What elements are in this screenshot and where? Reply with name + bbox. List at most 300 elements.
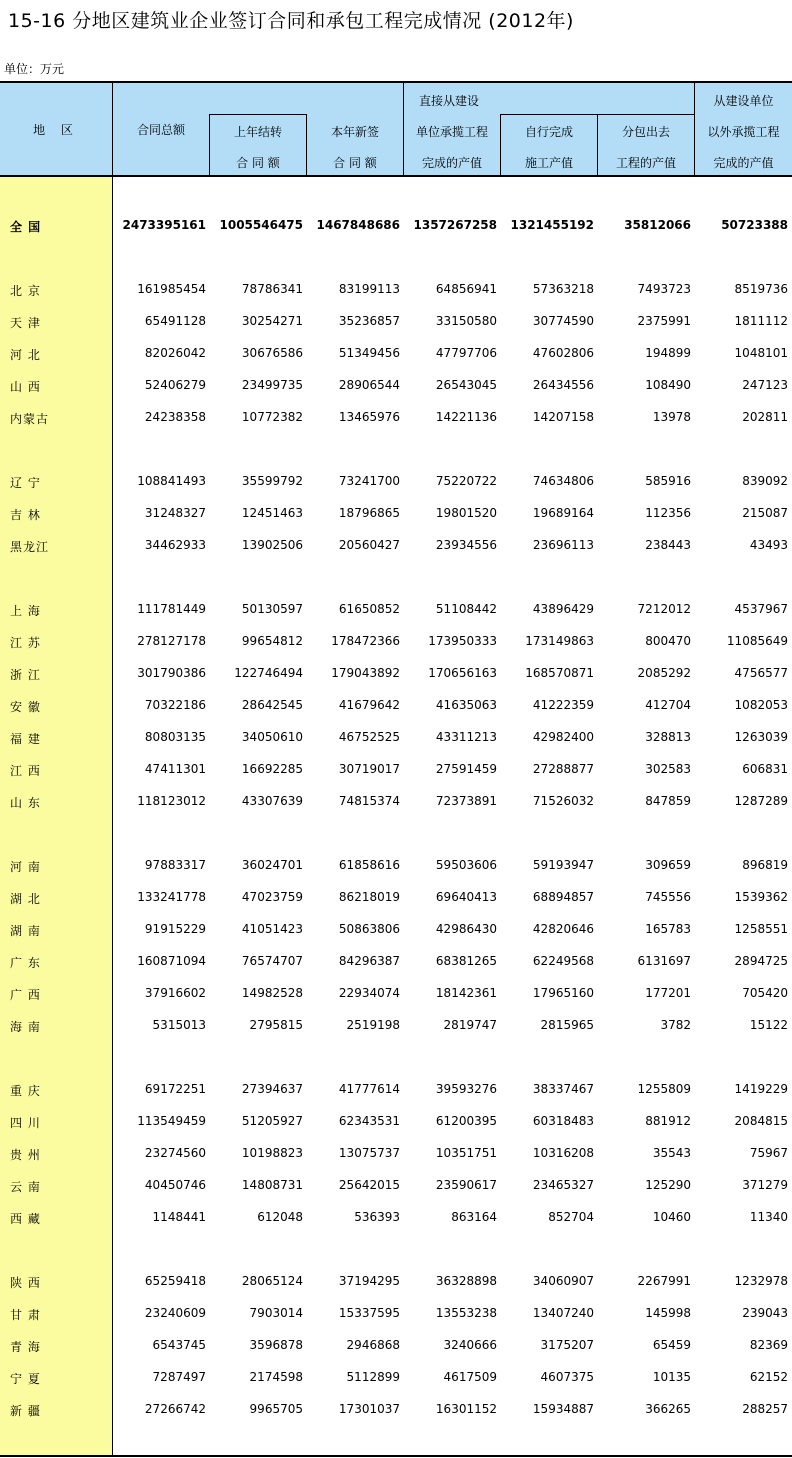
- table-row: [0, 758, 792, 782]
- table-cell: 46752525: [338, 730, 400, 744]
- table-cell: 34050610: [241, 730, 303, 744]
- table-cell: 2946868: [346, 1338, 400, 1352]
- region-name: 云 南: [10, 1180, 41, 1194]
- region-name: 山 西: [10, 380, 41, 394]
- table-cell: 10135: [652, 1370, 691, 1384]
- table-cell: 43307639: [241, 794, 303, 808]
- table-cell: 585916: [645, 474, 691, 488]
- table-cell: 65259418: [144, 1274, 206, 1288]
- table-cell: 23499735: [241, 378, 303, 392]
- region-name: 福 建: [10, 732, 41, 746]
- table-cell: 59193947: [532, 858, 594, 872]
- table-cell: 168570871: [525, 666, 594, 680]
- table-cell: 536393: [354, 1210, 400, 1224]
- table-cell: 65491128: [144, 314, 206, 328]
- table-cell: 3782: [660, 1018, 691, 1032]
- header-region: 地 区: [33, 123, 79, 137]
- table-cell: 50130597: [241, 602, 303, 616]
- region-name: 甘 肃: [10, 1308, 41, 1322]
- region-name: 西 藏: [10, 1212, 41, 1226]
- table-cell: 239043: [742, 1306, 788, 1320]
- table-cell: 64856941: [435, 282, 497, 296]
- table-cell: 371279: [742, 1178, 788, 1192]
- table-cell: 17965160: [532, 986, 594, 1000]
- table-cell: 23465327: [532, 1178, 594, 1192]
- table-cell: 11340: [749, 1210, 788, 1224]
- table-cell: 16692285: [241, 762, 303, 776]
- table-cell: 108841493: [137, 474, 206, 488]
- table-header: [0, 81, 792, 177]
- table-cell: 612048: [257, 1210, 303, 1224]
- table-cell: 27288877: [532, 762, 594, 776]
- table-cell: 1811112: [734, 314, 788, 328]
- table-cell: 26434556: [532, 378, 594, 392]
- table-cell: 51349456: [338, 346, 400, 360]
- table-cell: 1148441: [152, 1210, 206, 1224]
- header-prev-contract-l1: 上年结转: [233, 125, 282, 139]
- table-row: [0, 1078, 792, 1102]
- table-cell: 17301037: [338, 1402, 400, 1416]
- header-other-l2: 以外承揽工程: [707, 125, 780, 139]
- region-name: 上 海: [10, 604, 41, 618]
- table-cell: 60318483: [532, 1114, 594, 1128]
- page-title: 15-16 分地区建筑业企业签订合同和承包工程完成情况 (2012年): [8, 10, 574, 32]
- region-name: 广 西: [10, 988, 41, 1002]
- header-other-l1: 从建设单位: [713, 94, 774, 108]
- table-cell: 2519198: [346, 1018, 400, 1032]
- table-cell: 170656163: [428, 666, 497, 680]
- region-name: 四 川: [10, 1116, 41, 1130]
- table-cell: 301790386: [137, 666, 206, 680]
- table-cell: 1232978: [734, 1274, 788, 1288]
- table-cell: 4617509: [443, 1370, 497, 1384]
- table-row: [0, 1014, 792, 1038]
- table-row: [0, 1334, 792, 1358]
- header-self-l1: 自行完成: [524, 125, 573, 139]
- table-cell: 83199113: [338, 282, 400, 296]
- table-cell: 10198823: [241, 1146, 303, 1160]
- table-row: [0, 374, 792, 398]
- region-name: 陕 西: [10, 1276, 41, 1290]
- table-cell: 133241778: [137, 890, 206, 904]
- table-row: [0, 1302, 792, 1326]
- region-name: 贵 州: [10, 1148, 41, 1162]
- table-cell: 61650852: [338, 602, 400, 616]
- table-cell: 10351751: [435, 1146, 497, 1160]
- table-cell: 20560427: [338, 538, 400, 552]
- table-cell: 15934887: [532, 1402, 594, 1416]
- table-cell: 800470: [645, 634, 691, 648]
- table-cell: 47411301: [144, 762, 206, 776]
- table-cell: 18796865: [338, 506, 400, 520]
- table-cell: 6543745: [152, 1338, 206, 1352]
- table-cell: 37194295: [338, 1274, 400, 1288]
- table-cell: 62343531: [338, 1114, 400, 1128]
- table-row: [0, 950, 792, 974]
- table-cell: 309659: [645, 858, 691, 872]
- table-cell: 42982400: [532, 730, 594, 744]
- table-cell: 71526032: [532, 794, 594, 808]
- table-cell: 69640413: [435, 890, 497, 904]
- table-cell: 37916602: [144, 986, 206, 1000]
- table-cell: 35543: [652, 1146, 691, 1160]
- table-cell: 80803135: [144, 730, 206, 744]
- table-cell: 23240609: [144, 1306, 206, 1320]
- table-cell: 50863806: [338, 922, 400, 936]
- table-cell: 288257: [742, 1402, 788, 1416]
- table-cell: 23934556: [435, 538, 497, 552]
- region-name: 青 海: [10, 1340, 41, 1354]
- table-cell: 62249568: [532, 954, 594, 968]
- table-cell: 112356: [645, 506, 691, 520]
- header-contract-total: 合同总额: [136, 123, 185, 137]
- header-other-l3: 完成的产值: [713, 156, 774, 170]
- table-row: [0, 406, 792, 430]
- table-cell: 1048101: [734, 346, 788, 360]
- table-cell: 42986430: [435, 922, 497, 936]
- table-cell: 2819747: [443, 1018, 497, 1032]
- table-row: [0, 598, 792, 622]
- table-cell: 61858616: [338, 858, 400, 872]
- region-name: 内蒙古: [10, 412, 50, 426]
- table-cell: 36328898: [435, 1274, 497, 1288]
- table-cell: 75220722: [435, 474, 497, 488]
- region-name: 河 南: [10, 860, 41, 874]
- table-cell: 11085649: [726, 634, 788, 648]
- table-cell: 7212012: [637, 602, 691, 616]
- table-cell: 161985454: [137, 282, 206, 296]
- table-cell: 28906544: [338, 378, 400, 392]
- table-cell: 74634806: [532, 474, 594, 488]
- table-cell: 69172251: [144, 1082, 206, 1096]
- table-cell: 606831: [742, 762, 788, 776]
- table-cell: 863164: [451, 1210, 497, 1224]
- header-direct-l1: 单位承揽工程: [415, 125, 488, 139]
- table-row: [0, 1174, 792, 1198]
- table-cell: 278127178: [137, 634, 206, 648]
- table-cell: 13553238: [435, 1306, 497, 1320]
- region-name: 湖 北: [10, 892, 41, 906]
- table-cell: 41051423: [241, 922, 303, 936]
- table-row: [0, 1366, 792, 1390]
- table-cell: 28065124: [241, 1274, 303, 1288]
- table-row: [0, 918, 792, 942]
- table-cell: 1419229: [734, 1082, 788, 1096]
- table-cell: 160871094: [137, 954, 206, 968]
- table-cell: 28642545: [241, 698, 303, 712]
- table-cell: 2085292: [637, 666, 691, 680]
- table-cell: 6131697: [637, 954, 691, 968]
- header-direct-top: 直接从建设: [419, 94, 480, 108]
- table-cell: 27591459: [435, 762, 497, 776]
- table-cell: 173950333: [428, 634, 497, 648]
- table-cell: 19801520: [435, 506, 497, 520]
- region-name: 北 京: [10, 284, 41, 298]
- table-cell: 4756577: [734, 666, 788, 680]
- header-subcontract-l2: 工程的产值: [615, 156, 676, 170]
- table-cell: 881912: [645, 1114, 691, 1128]
- table-cell: 19689164: [532, 506, 594, 520]
- table-cell: 118123012: [137, 794, 206, 808]
- header-new-contract-l1: 本年新签: [330, 125, 379, 139]
- table-cell: 14221136: [435, 410, 497, 424]
- region-name: 重 庆: [10, 1084, 41, 1098]
- header-direct-l2: 完成的产值: [421, 156, 482, 170]
- table-cell: 43311213: [435, 730, 497, 744]
- table-cell: 41679642: [338, 698, 400, 712]
- table-cell: 22934074: [338, 986, 400, 1000]
- table-row: [0, 662, 792, 686]
- table-cell: 2084815: [734, 1114, 788, 1128]
- table-cell: 2894725: [734, 954, 788, 968]
- table-cell: 70322186: [144, 698, 206, 712]
- table-cell: 1539362: [734, 890, 788, 904]
- table-cell: 412704: [645, 698, 691, 712]
- table-cell: 15337595: [338, 1306, 400, 1320]
- table-cell: 73241700: [338, 474, 400, 488]
- table-cell: 14207158: [532, 410, 594, 424]
- table-row: [0, 726, 792, 750]
- table-cell: 30676586: [241, 346, 303, 360]
- header-self-l2: 施工产值: [524, 156, 573, 170]
- region-name: 辽 宁: [10, 476, 41, 490]
- table-cell: 91915229: [144, 922, 206, 936]
- table-cell: 173149863: [525, 634, 594, 648]
- table-cell: 31248327: [144, 506, 206, 520]
- region-name: 黑龙江: [10, 540, 50, 554]
- table-row: [0, 310, 792, 334]
- table-cell: 62152: [749, 1370, 788, 1384]
- table-cell: 745556: [645, 890, 691, 904]
- table-row: [0, 502, 792, 526]
- table-cell: 705420: [742, 986, 788, 1000]
- table-cell: 125290: [645, 1178, 691, 1192]
- table-cell: 65459: [652, 1338, 691, 1352]
- table-cell: 202811: [742, 410, 788, 424]
- table-cell: 1263039: [734, 730, 788, 744]
- table-cell: 13407240: [532, 1306, 594, 1320]
- table-cell: 4537967: [734, 602, 788, 616]
- table-cell: 76574707: [241, 954, 303, 968]
- table-row: [0, 342, 792, 366]
- region-name: 山 东: [10, 796, 41, 810]
- table-cell: 847859: [645, 794, 691, 808]
- table-cell: 78786341: [241, 282, 303, 296]
- region-name: 全 国: [10, 220, 42, 234]
- table-cell: 82369: [749, 1338, 788, 1352]
- table-cell: 215087: [742, 506, 788, 520]
- table-cell: 896819: [742, 858, 788, 872]
- table-cell: 1082053: [734, 698, 788, 712]
- table-cell: 247123: [742, 378, 788, 392]
- table-cell: 7287497: [152, 1370, 206, 1384]
- table-cell: 194899: [645, 346, 691, 360]
- table-row: [0, 534, 792, 558]
- table-row: [0, 982, 792, 1006]
- table-cell: 8519736: [734, 282, 788, 296]
- unit-label: 单位：万元: [4, 62, 65, 76]
- table-cell: 13465976: [338, 410, 400, 424]
- table-cell: 16301152: [435, 1402, 497, 1416]
- table-cell: 23590617: [435, 1178, 497, 1192]
- table-cell: 4607375: [540, 1370, 594, 1384]
- table-cell: 2267991: [637, 1274, 691, 1288]
- table-cell: 35812066: [624, 218, 691, 232]
- table-cell: 5112899: [346, 1370, 400, 1384]
- region-name: 吉 林: [10, 508, 41, 522]
- table-cell: 40450746: [144, 1178, 206, 1192]
- region-name: 江 苏: [10, 636, 41, 650]
- table-cell: 50723388: [721, 218, 788, 232]
- table-cell: 47023759: [241, 890, 303, 904]
- table-cell: 9965705: [249, 1402, 303, 1416]
- table-cell: 15122: [749, 1018, 788, 1032]
- table-row: [0, 886, 792, 910]
- table-cell: 1005546475: [219, 218, 303, 232]
- table-cell: 35599792: [241, 474, 303, 488]
- table-cell: 30774590: [532, 314, 594, 328]
- table-cell: 1321455192: [510, 218, 594, 232]
- table-cell: 51205927: [241, 1114, 303, 1128]
- header-new-contract-l2: 合 同 额: [333, 156, 377, 170]
- table-cell: 1255809: [637, 1082, 691, 1096]
- table-cell: 99654812: [241, 634, 303, 648]
- table-cell: 39593276: [435, 1082, 497, 1096]
- table-cell: 27394637: [241, 1082, 303, 1096]
- table-cell: 33150580: [435, 314, 497, 328]
- table-cell: 1258551: [734, 922, 788, 936]
- table-cell: 13075737: [338, 1146, 400, 1160]
- table-row: [0, 214, 792, 238]
- header-prev-contract-l2: 合 同 额: [236, 156, 280, 170]
- table-cell: 178472366: [331, 634, 400, 648]
- table-cell: 2795815: [249, 1018, 303, 1032]
- table-row: [0, 630, 792, 654]
- table-row: [0, 470, 792, 494]
- table-cell: 7903014: [249, 1306, 303, 1320]
- table-cell: 84296387: [338, 954, 400, 968]
- region-name: 浙 江: [10, 668, 41, 682]
- table-row: [0, 278, 792, 302]
- table-row: [0, 1142, 792, 1166]
- table-row: [0, 1270, 792, 1294]
- table-cell: 13902506: [241, 538, 303, 552]
- table-cell: 41635063: [435, 698, 497, 712]
- region-name: 天 津: [10, 316, 41, 330]
- table-cell: 38337467: [532, 1082, 594, 1096]
- table-cell: 57363218: [532, 282, 594, 296]
- region-column-band: [0, 177, 112, 1456]
- region-name: 海 南: [10, 1020, 41, 1034]
- table-cell: 43896429: [532, 602, 594, 616]
- table-row: [0, 1110, 792, 1134]
- table-cell: 2375991: [637, 314, 691, 328]
- table-cell: 27266742: [144, 1402, 206, 1416]
- table-cell: 24238358: [144, 410, 206, 424]
- table-cell: 1467848686: [316, 218, 400, 232]
- table-cell: 7493723: [637, 282, 691, 296]
- table-cell: 36024701: [241, 858, 303, 872]
- table-cell: 10772382: [241, 410, 303, 424]
- table-cell: 26543045: [435, 378, 497, 392]
- table-cell: 14808731: [241, 1178, 303, 1192]
- table-cell: 97883317: [144, 858, 206, 872]
- table-cell: 238443: [645, 538, 691, 552]
- table-cell: 25642015: [338, 1178, 400, 1192]
- table-row: [0, 854, 792, 878]
- table-cell: 113549459: [137, 1114, 206, 1128]
- region-name: 河 北: [10, 348, 41, 362]
- table-cell: 23274560: [144, 1146, 206, 1160]
- table-cell: 86218019: [338, 890, 400, 904]
- table-cell: 328813: [645, 730, 691, 744]
- table-cell: 68381265: [435, 954, 497, 968]
- table-cell: 30254271: [241, 314, 303, 328]
- table-cell: 2815965: [540, 1018, 594, 1032]
- table-cell: 30719017: [338, 762, 400, 776]
- table-cell: 3596878: [249, 1338, 303, 1352]
- table-cell: 122746494: [234, 666, 303, 680]
- region-name: 广 东: [10, 956, 41, 970]
- table-cell: 108490: [645, 378, 691, 392]
- table-cell: 34462933: [144, 538, 206, 552]
- table-cell: 35236857: [338, 314, 400, 328]
- table-cell: 47797706: [435, 346, 497, 360]
- table-cell: 82026042: [144, 346, 206, 360]
- table-cell: 2473395161: [122, 218, 206, 232]
- table-cell: 13978: [652, 410, 691, 424]
- table-row: [0, 1398, 792, 1422]
- table-cell: 1287289: [734, 794, 788, 808]
- table-cell: 111781449: [137, 602, 206, 616]
- region-name: 安 徽: [10, 700, 41, 714]
- table-cell: 23696113: [532, 538, 594, 552]
- table-cell: 41222359: [532, 698, 594, 712]
- table-cell: 302583: [645, 762, 691, 776]
- table-cell: 165783: [645, 922, 691, 936]
- region-name: 宁 夏: [10, 1372, 41, 1386]
- table-row: [0, 694, 792, 718]
- table-cell: 59503606: [435, 858, 497, 872]
- table-cell: 852704: [548, 1210, 594, 1224]
- table-cell: 1357267258: [413, 218, 497, 232]
- table-cell: 51108442: [435, 602, 497, 616]
- region-name: 江 西: [10, 764, 41, 778]
- table-cell: 42820646: [532, 922, 594, 936]
- table-cell: 14982528: [241, 986, 303, 1000]
- table-cell: 3240666: [443, 1338, 497, 1352]
- table-cell: 2174598: [249, 1370, 303, 1384]
- table-cell: 75967: [749, 1146, 788, 1160]
- table-cell: 74815374: [338, 794, 400, 808]
- table-cell: 52406279: [144, 378, 206, 392]
- table-row: [0, 790, 792, 814]
- table-cell: 68894857: [532, 890, 594, 904]
- table-cell: 177201: [645, 986, 691, 1000]
- table-cell: 72373891: [435, 794, 497, 808]
- table-cell: 34060907: [532, 1274, 594, 1288]
- header-subcontract-l1: 分包出去: [621, 125, 670, 139]
- region-name: 湖 南: [10, 924, 41, 938]
- table-cell: 5315013: [152, 1018, 206, 1032]
- table-cell: 18142361: [435, 986, 497, 1000]
- table-cell: 145998: [645, 1306, 691, 1320]
- table-cell: 10460: [652, 1210, 691, 1224]
- table-cell: 43493: [749, 538, 788, 552]
- table-cell: 12451463: [241, 506, 303, 520]
- table-cell: 839092: [742, 474, 788, 488]
- region-name: 新 疆: [10, 1404, 41, 1418]
